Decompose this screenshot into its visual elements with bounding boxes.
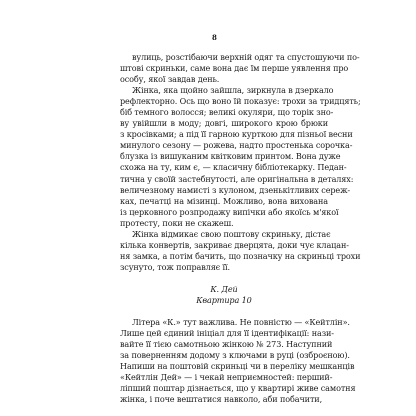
text-line: особу, якої завдав день. <box>120 74 220 85</box>
text-line: із церковного розпродажу випічки або якоїсь м'якої <box>120 206 339 217</box>
mailbox-label-name: К. Дей <box>210 283 238 294</box>
text-line: Напиши на поштовій скриньці чи в переліку мешканців <box>120 361 355 372</box>
text-line: «Кейтлін Дей» — і чекай неприємностей: перший- <box>120 372 333 383</box>
text-line: рефлекторно. Ось що воно їй показує: трохи за тридцять; <box>120 96 361 107</box>
text-line: жінка, і поче вештатися навколо, аби побачити, <box>120 394 323 405</box>
text-line: величезному намисті з кулоном, дзенькітливих сереж- <box>120 184 351 195</box>
text-line: тична у своїй застебнутості, але оригінальна в деталях: <box>120 173 354 184</box>
text-line: вулиць, розстібаючи верхній одяг та спустошуючи по- <box>132 52 360 62</box>
text-line: кілька конвертів, закриває дверцята, доки чує клацан- <box>120 239 349 250</box>
book-page <box>96 0 361 416</box>
text-line: блузка із вишуканим квітковим принтом. Вона дуже <box>120 151 341 162</box>
section-gap <box>120 273 328 284</box>
text-line: схожа на ту, ким є, — класичну бібліотекарку. Педан- <box>120 162 347 173</box>
text-line: Лише цей єдиний ініціал для її ідентифікації: нази- <box>120 328 334 339</box>
text-line: ках, печатці на мізинці. Можливо, вона вихована <box>120 195 328 206</box>
page-number: 8 <box>212 33 217 42</box>
text-line: Жінка, яка щойно зайшла, зиркнула в дзеркало <box>132 85 334 96</box>
text-line: вайте її тією самотньою жінкою № 273. Наступний <box>120 339 333 350</box>
text-line: ву увійшли в моду; довгі, широкого крою брюки <box>120 118 328 129</box>
text-line: Літера «К.» тут важлива. Не повністю — «Кейтлін». <box>132 317 350 328</box>
text-line: біб темного волосся; великі окуляри, що торік зно- <box>120 107 334 118</box>
page-text <box>120 52 361 406</box>
text-line: Жінка відмикає свою поштову скриньку, дістає <box>132 228 331 239</box>
text-line: зсунуто, тож поправляє її. <box>120 261 230 272</box>
text-line: минулого сезону — рожева, надто простенька сорочка- <box>120 140 353 151</box>
text-line: ня замка, а потім бачить, що позначку на скриньці трохи <box>120 250 361 261</box>
section-gap <box>120 306 328 317</box>
text-line: протесту, поки не скажеш. <box>120 217 234 228</box>
text-line: ліпший поштар дізнається, що у квартирі живе самотня <box>120 383 356 394</box>
text-line: за поверненням додому з ключами в руці (озброєною). <box>120 350 350 361</box>
mailbox-label-apartment: Квартира 10 <box>196 295 252 306</box>
text-line: штові скриньки, саме вона дає їм перше уявлення про <box>120 63 349 74</box>
text-line: з кросівками; а під її гарною курткою для пізньої весни <box>120 129 353 140</box>
